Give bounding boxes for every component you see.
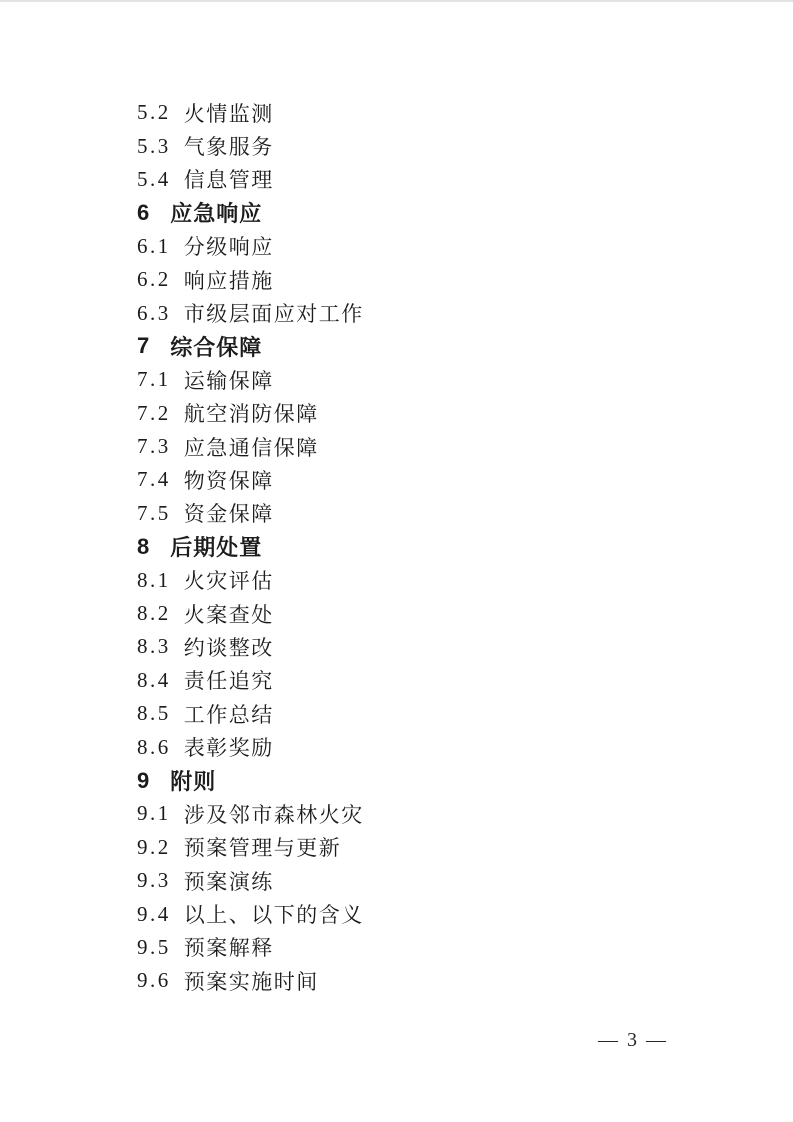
toc-entry — [137, 430, 697, 463]
toc-list — [137, 96, 697, 998]
toc-entry — [137, 96, 697, 129]
toc-entry — [137, 864, 697, 897]
toc-entry — [137, 697, 697, 730]
toc-entry — [137, 263, 697, 296]
toc-entry-number: 7.4 — [137, 467, 171, 492]
toc-entry-label: 以上、以下的含义 — [183, 903, 364, 928]
toc-entry-number: 9.6 — [137, 968, 171, 993]
toc-section-heading — [137, 764, 697, 797]
toc-entry-number: 8.5 — [137, 701, 171, 726]
toc-entry — [137, 397, 697, 430]
toc-entry-number: 9 — [137, 767, 150, 793]
toc-entry-number: 6.3 — [137, 300, 171, 325]
toc-entry-label: 预案解释 — [183, 936, 274, 961]
toc-entry-label: 物资保障 — [183, 468, 274, 493]
toc-entry-number: 8.2 — [137, 601, 171, 626]
toc-entry-number: 6.1 — [137, 233, 171, 258]
toc-entry-number: 8.4 — [137, 667, 171, 692]
toc-section-heading — [137, 330, 697, 363]
toc-entry — [137, 563, 697, 596]
toc-entry-number: 5.4 — [137, 166, 171, 191]
toc-section-heading — [137, 196, 697, 229]
toc-entry-label: 约谈整改 — [183, 635, 274, 660]
toc-entry-label: 涉及邻市森林火灾 — [183, 802, 364, 827]
toc-entry — [137, 129, 697, 162]
toc-entry — [137, 964, 697, 997]
toc-entry — [137, 897, 697, 930]
toc-entry-label: 综合保障 — [170, 334, 263, 360]
toc-entry — [137, 597, 697, 630]
toc-entry-number: 8.6 — [137, 734, 171, 759]
toc-entry — [137, 730, 697, 763]
toc-entry-number: 9.4 — [137, 901, 171, 926]
toc-entry-number: 8.1 — [137, 567, 171, 592]
toc-entry — [137, 497, 697, 530]
toc-entry-label: 附则 — [170, 769, 217, 794]
toc-entry — [137, 630, 697, 663]
toc-entry — [137, 931, 697, 964]
toc-entry-number: 9.5 — [137, 934, 171, 959]
toc-entry-label: 火灾评估 — [183, 569, 274, 594]
toc-entry-label: 气象服务 — [183, 135, 274, 160]
toc-entry-label: 运输保障 — [183, 368, 274, 393]
toc-entry-label: 预案演练 — [183, 869, 274, 894]
toc-entry-label: 表彰奖励 — [183, 736, 274, 761]
toc-entry — [137, 831, 697, 864]
toc-entry-number: 6.2 — [137, 267, 171, 292]
page-number-dash-left: — — [598, 1029, 618, 1051]
toc-entry-label: 应急响应 — [170, 201, 263, 227]
toc-entry — [137, 296, 697, 329]
toc-entry — [137, 463, 697, 496]
toc-section-heading — [137, 530, 697, 563]
toc-entry-label: 信息管理 — [183, 168, 274, 193]
toc-entry-label: 预案管理与更新 — [183, 836, 342, 861]
scan-edge-artifact — [0, 0, 793, 2]
toc-entry-label: 责任追究 — [183, 669, 274, 694]
page-number: 3 — [627, 1029, 637, 1051]
toc-entry-number: 7.1 — [137, 367, 171, 392]
toc-entry-number: 8 — [137, 533, 150, 559]
toc-entry — [137, 797, 697, 830]
toc-entry-number: 9.2 — [137, 834, 171, 859]
toc-entry-number: 6 — [137, 199, 150, 225]
toc-entry-label: 火情监测 — [183, 101, 274, 126]
toc-entry-label: 市级层面应对工作 — [183, 302, 364, 327]
toc-entry-label: 预案实施时间 — [183, 969, 319, 994]
toc-entry-label: 应急通信保障 — [183, 435, 319, 460]
page-number-footer — [598, 1029, 666, 1052]
toc-entry — [137, 363, 697, 396]
toc-entry — [137, 230, 697, 263]
toc-entry-number: 9.3 — [137, 868, 171, 893]
page-number-dash-right: — — [646, 1029, 666, 1051]
toc-entry-number: 8.3 — [137, 634, 171, 659]
toc-entry-number: 5.2 — [137, 100, 171, 125]
toc-entry — [137, 664, 697, 697]
toc-entry-label: 响应措施 — [183, 268, 274, 293]
toc-entry-label: 分级响应 — [183, 235, 274, 260]
toc-entry — [137, 163, 697, 196]
toc-entry-label: 工作总结 — [183, 702, 274, 727]
toc-entry-number: 9.1 — [137, 801, 171, 826]
toc-entry-label: 火案查处 — [183, 602, 274, 627]
toc-entry-number: 7.5 — [137, 500, 171, 525]
toc-entry-label: 资金保障 — [183, 502, 274, 527]
toc-entry-number: 5.3 — [137, 133, 171, 158]
toc-entry-number: 7.3 — [137, 434, 171, 459]
toc-entry-label: 后期处置 — [170, 535, 263, 561]
toc-entry-number: 7 — [137, 333, 150, 359]
toc-entry-number: 7.2 — [137, 400, 171, 425]
toc-entry-label: 航空消防保障 — [183, 402, 319, 427]
